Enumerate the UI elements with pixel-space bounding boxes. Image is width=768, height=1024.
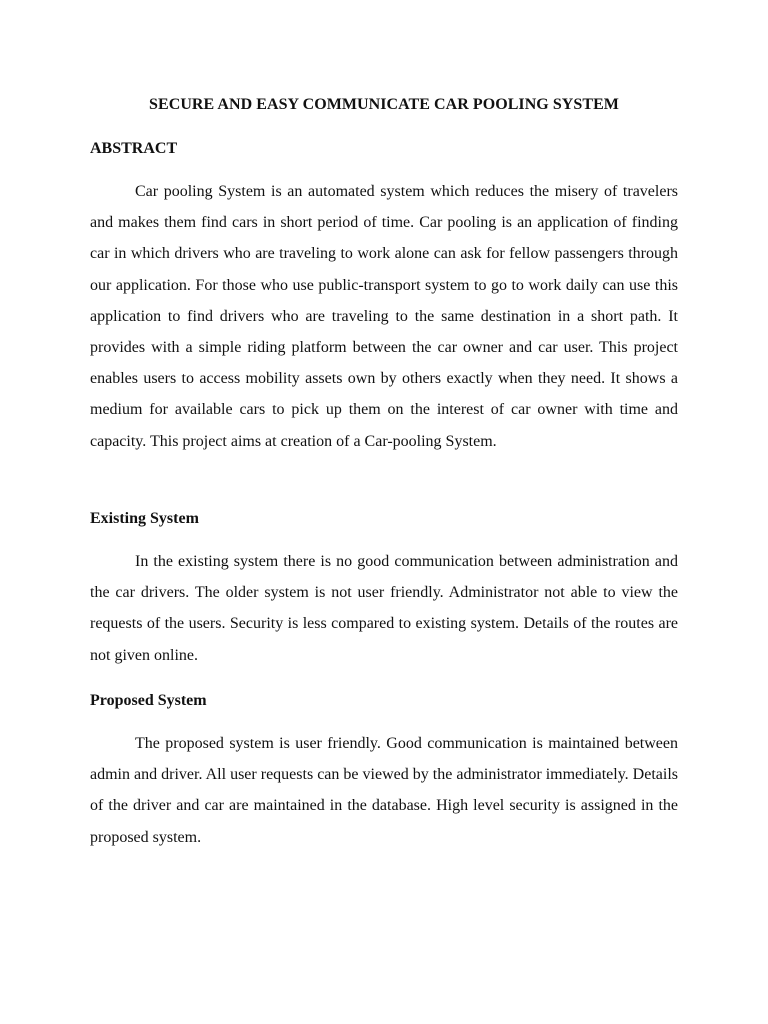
- section-heading-abstract: ABSTRACT: [90, 140, 178, 157]
- document-title: SECURE AND EASY COMMUNICATE CAR POOLING SYSTEM: [149, 96, 619, 113]
- section-heading-existing-system: Existing System: [90, 510, 199, 527]
- section-heading-proposed-system: Proposed System: [90, 692, 207, 709]
- section-body-abstract: Car pooling System is an automated system which reduces the misery of travelers and makes them find cars in short period of time. Car pooling is an application of finding car in which drivers who are traveling to work alone can ask for fellow passengers through our application. For those who use public-transport system to go to work daily can use this application to find drivers who are traveling to the same destination in a short path. It provides with a simple riding platform between the car owner and car user. This project enables users to access mobility assets own by others exactly when they need. It shows a medium for available cars to pick up them on the interest of car owner with time and capacity. This project aims at creation of a Car-pooling System.: [90, 183, 678, 450]
- section-body-proposed-system: The proposed system is user friendly. Good communication is maintained between admin and driver. All user requests can be viewed by the administrator immediately. Details of the driver and car are maintained in the database. High level security is assigned in the proposed system.: [90, 735, 678, 846]
- section-body-existing-system: In the existing system there is no good communication between administration and the car drivers. The older system is not user friendly. Administrator not able to view the requests of the users. Security is less compared to existing system. Details of the routes are not given online.: [90, 553, 678, 664]
